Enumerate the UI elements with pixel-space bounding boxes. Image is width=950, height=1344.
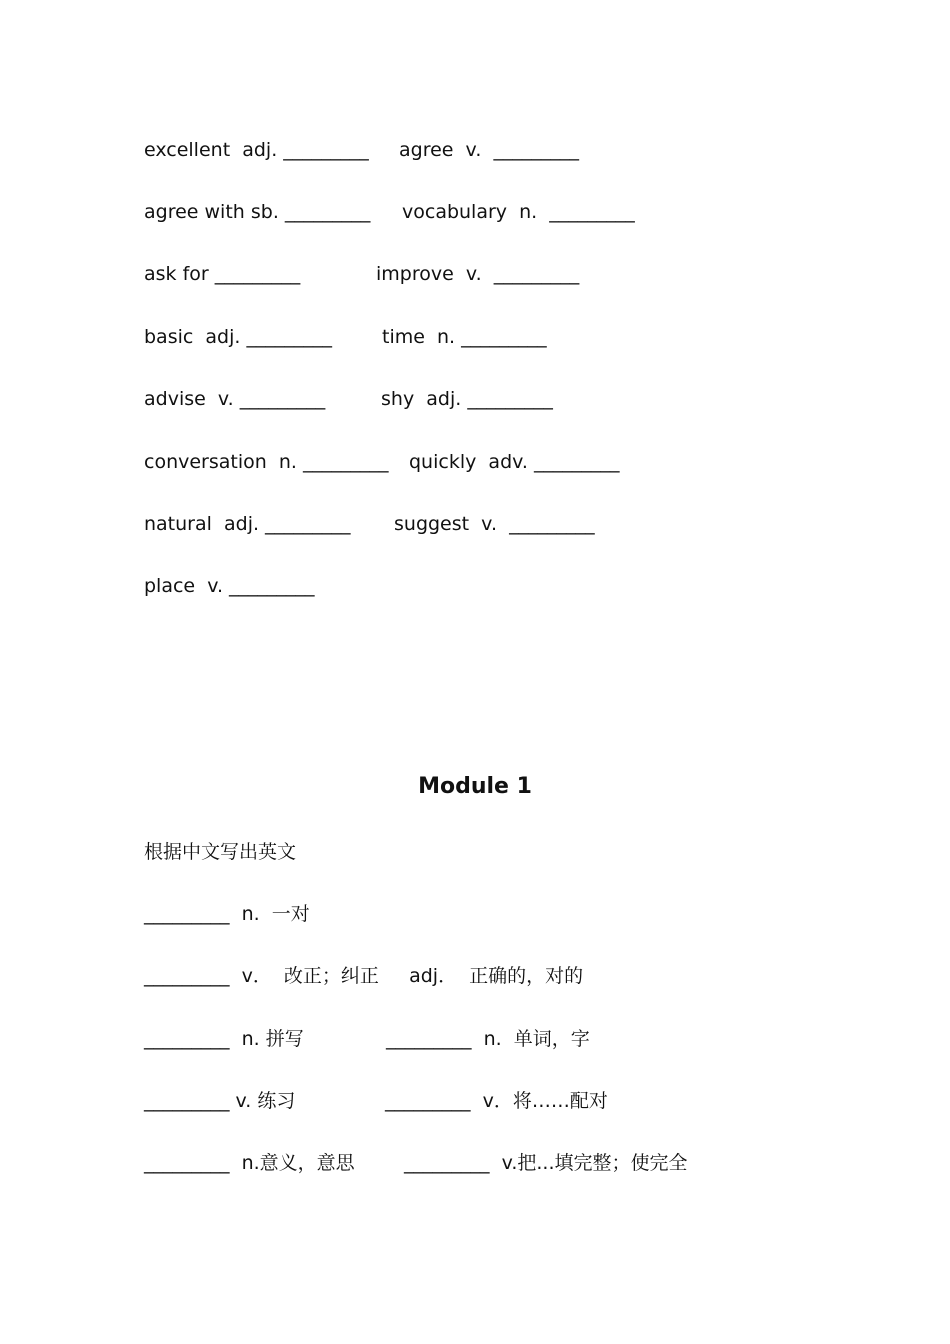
vocab-item: agree v. _________: [399, 139, 579, 161]
vocab-item: basic adj. _________: [144, 326, 332, 348]
vocab-item: advise v. _________: [144, 388, 326, 410]
vocab-item: _________ v.把...填完整；使完全: [404, 1152, 688, 1174]
vocab-item: _________ n. 一对: [144, 903, 310, 925]
vocab-item: _________ v．将……配对: [385, 1090, 608, 1112]
vocab-item: excellent adj. _________: [144, 139, 369, 161]
vocab-item: _________ n. 单词，字: [386, 1028, 590, 1050]
module-title: Module 1: [418, 774, 532, 799]
vocab-item: vocabulary n. _________: [402, 201, 635, 223]
vocab-item: improve v. _________: [376, 263, 580, 285]
vocab-item: ask for _________: [144, 263, 301, 285]
vocab-item: shy adj. _________: [381, 388, 553, 410]
vocab-item: _________ v． 改正；纠正 adj． 正确的，对的: [144, 965, 584, 987]
vocab-item: natural adj. _________: [144, 513, 351, 535]
vocab-item: quickly adv. _________: [409, 451, 620, 473]
vocab-item: conversation n. _________: [144, 451, 389, 473]
vocab-item: time n. _________: [382, 326, 547, 348]
vocab-item: _________ v. 练习: [144, 1090, 296, 1112]
vocab-item: _________ n.意义，意思: [144, 1152, 355, 1174]
vocab-item: place v. _________: [144, 575, 315, 597]
instruction-text: 根据中文写出英文: [144, 841, 297, 863]
vocab-item: agree with sb. _________: [144, 201, 371, 223]
vocab-item: _________ n. 拼写: [144, 1028, 304, 1050]
vocab-item: suggest v. _________: [394, 513, 595, 535]
